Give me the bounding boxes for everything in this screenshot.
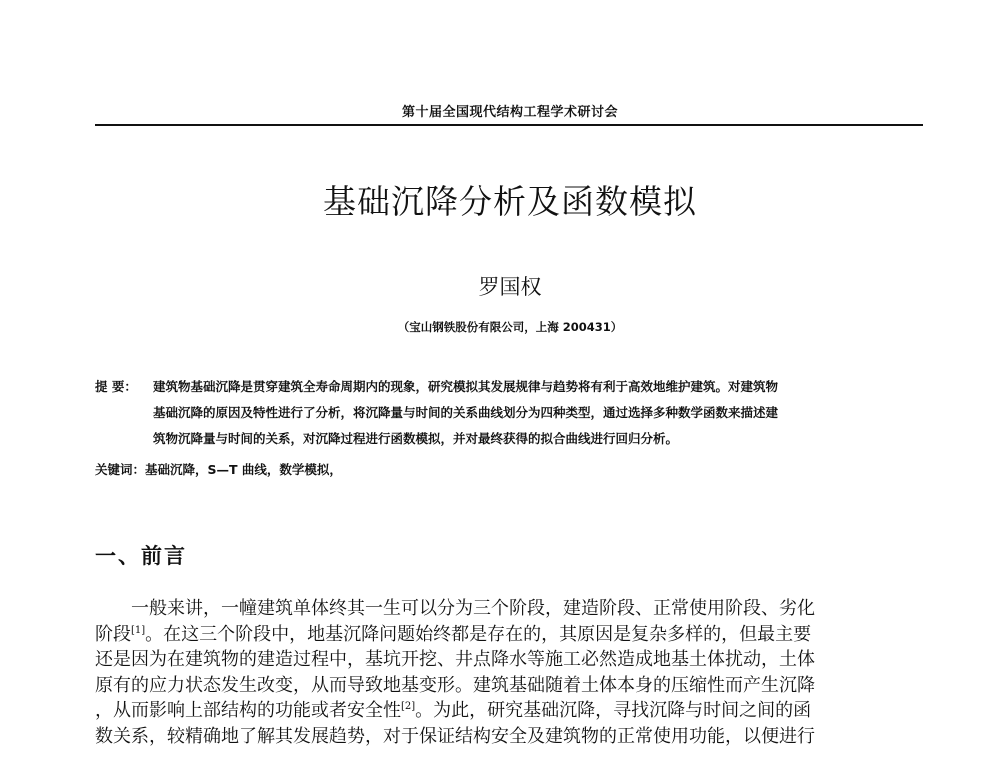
paragraph-line <box>95 698 925 724</box>
line-text: 还是因为在建筑物的建造过程中，基坑开挖、井点降水等施工必然造成地基土体扰动，土体 <box>95 649 815 670</box>
paragraph-line <box>95 596 925 622</box>
line-text: 。在这三个阶段中，地基沉降问题始终都是存在的，其原因是复杂多样的，但最主要 <box>145 623 812 645</box>
line-text: ，从而影响上部结构的功能或者安全性 <box>95 700 401 721</box>
author-name: 罗国权 <box>478 275 542 299</box>
line-text: 一般来讲，一幢建筑单体终其一生可以分为三个阶段，建造阶段、正常使用阶段、劣化 <box>131 598 815 619</box>
paragraph-line <box>95 724 925 750</box>
paragraph-line <box>95 673 925 699</box>
header-rule <box>95 124 923 126</box>
line-text: 。为此，研究基础沉降，寻找沉降与时间之间的函 <box>415 700 812 721</box>
citation-ref: [1] <box>131 624 146 636</box>
abstract <box>95 374 925 452</box>
line-text: 阶段 <box>95 623 131 645</box>
abstract-line <box>95 374 925 400</box>
abstract-line: 筑物沉降量与时间的关系，对沉降过程进行函数模拟，并对最终获得的拟合曲线进行回归分析。 <box>153 431 679 446</box>
abstract-label: 提 要： <box>95 379 137 394</box>
keywords-text: 基础沉降，S—T 曲线，数学模拟， <box>145 462 342 477</box>
abstract-text: 建筑物基础沉降是贯穿建筑全寿命周期内的现象，研究模拟其发展规律与趋势将有利于高效地维护建筑。对建筑物 <box>153 379 779 394</box>
section-heading: 一、前言 <box>95 544 187 568</box>
citation-ref: [2] <box>401 701 416 712</box>
paragraph-line <box>95 647 925 673</box>
abstract-line: 基础沉降的原因及特性进行了分析，将沉降量与时间的关系曲线划分为四种类型，通过选择多种数学函数来描述建 <box>153 405 779 420</box>
keywords-label: 关键词： <box>95 462 146 477</box>
paragraph-line <box>95 622 925 648</box>
paper-title: 基础沉降分析及函数模拟 <box>323 182 697 221</box>
keywords <box>95 457 925 483</box>
line-text: 原有的应力状态发生改变，从而导致地基变形。建筑基础随着土体本身的压缩性而产生沉降 <box>95 674 815 696</box>
author-affiliation: （宝山钢铁股份有限公司，上海 200431） <box>397 320 623 334</box>
body-paragraph <box>95 596 925 749</box>
line-text: 数关系，较精确地了解其发展趋势，对于保证结构安全及建筑物的正常使用功能，以便进行 <box>95 725 815 747</box>
running-header: 第十届全国现代结构工程学术研讨会 <box>401 105 618 120</box>
